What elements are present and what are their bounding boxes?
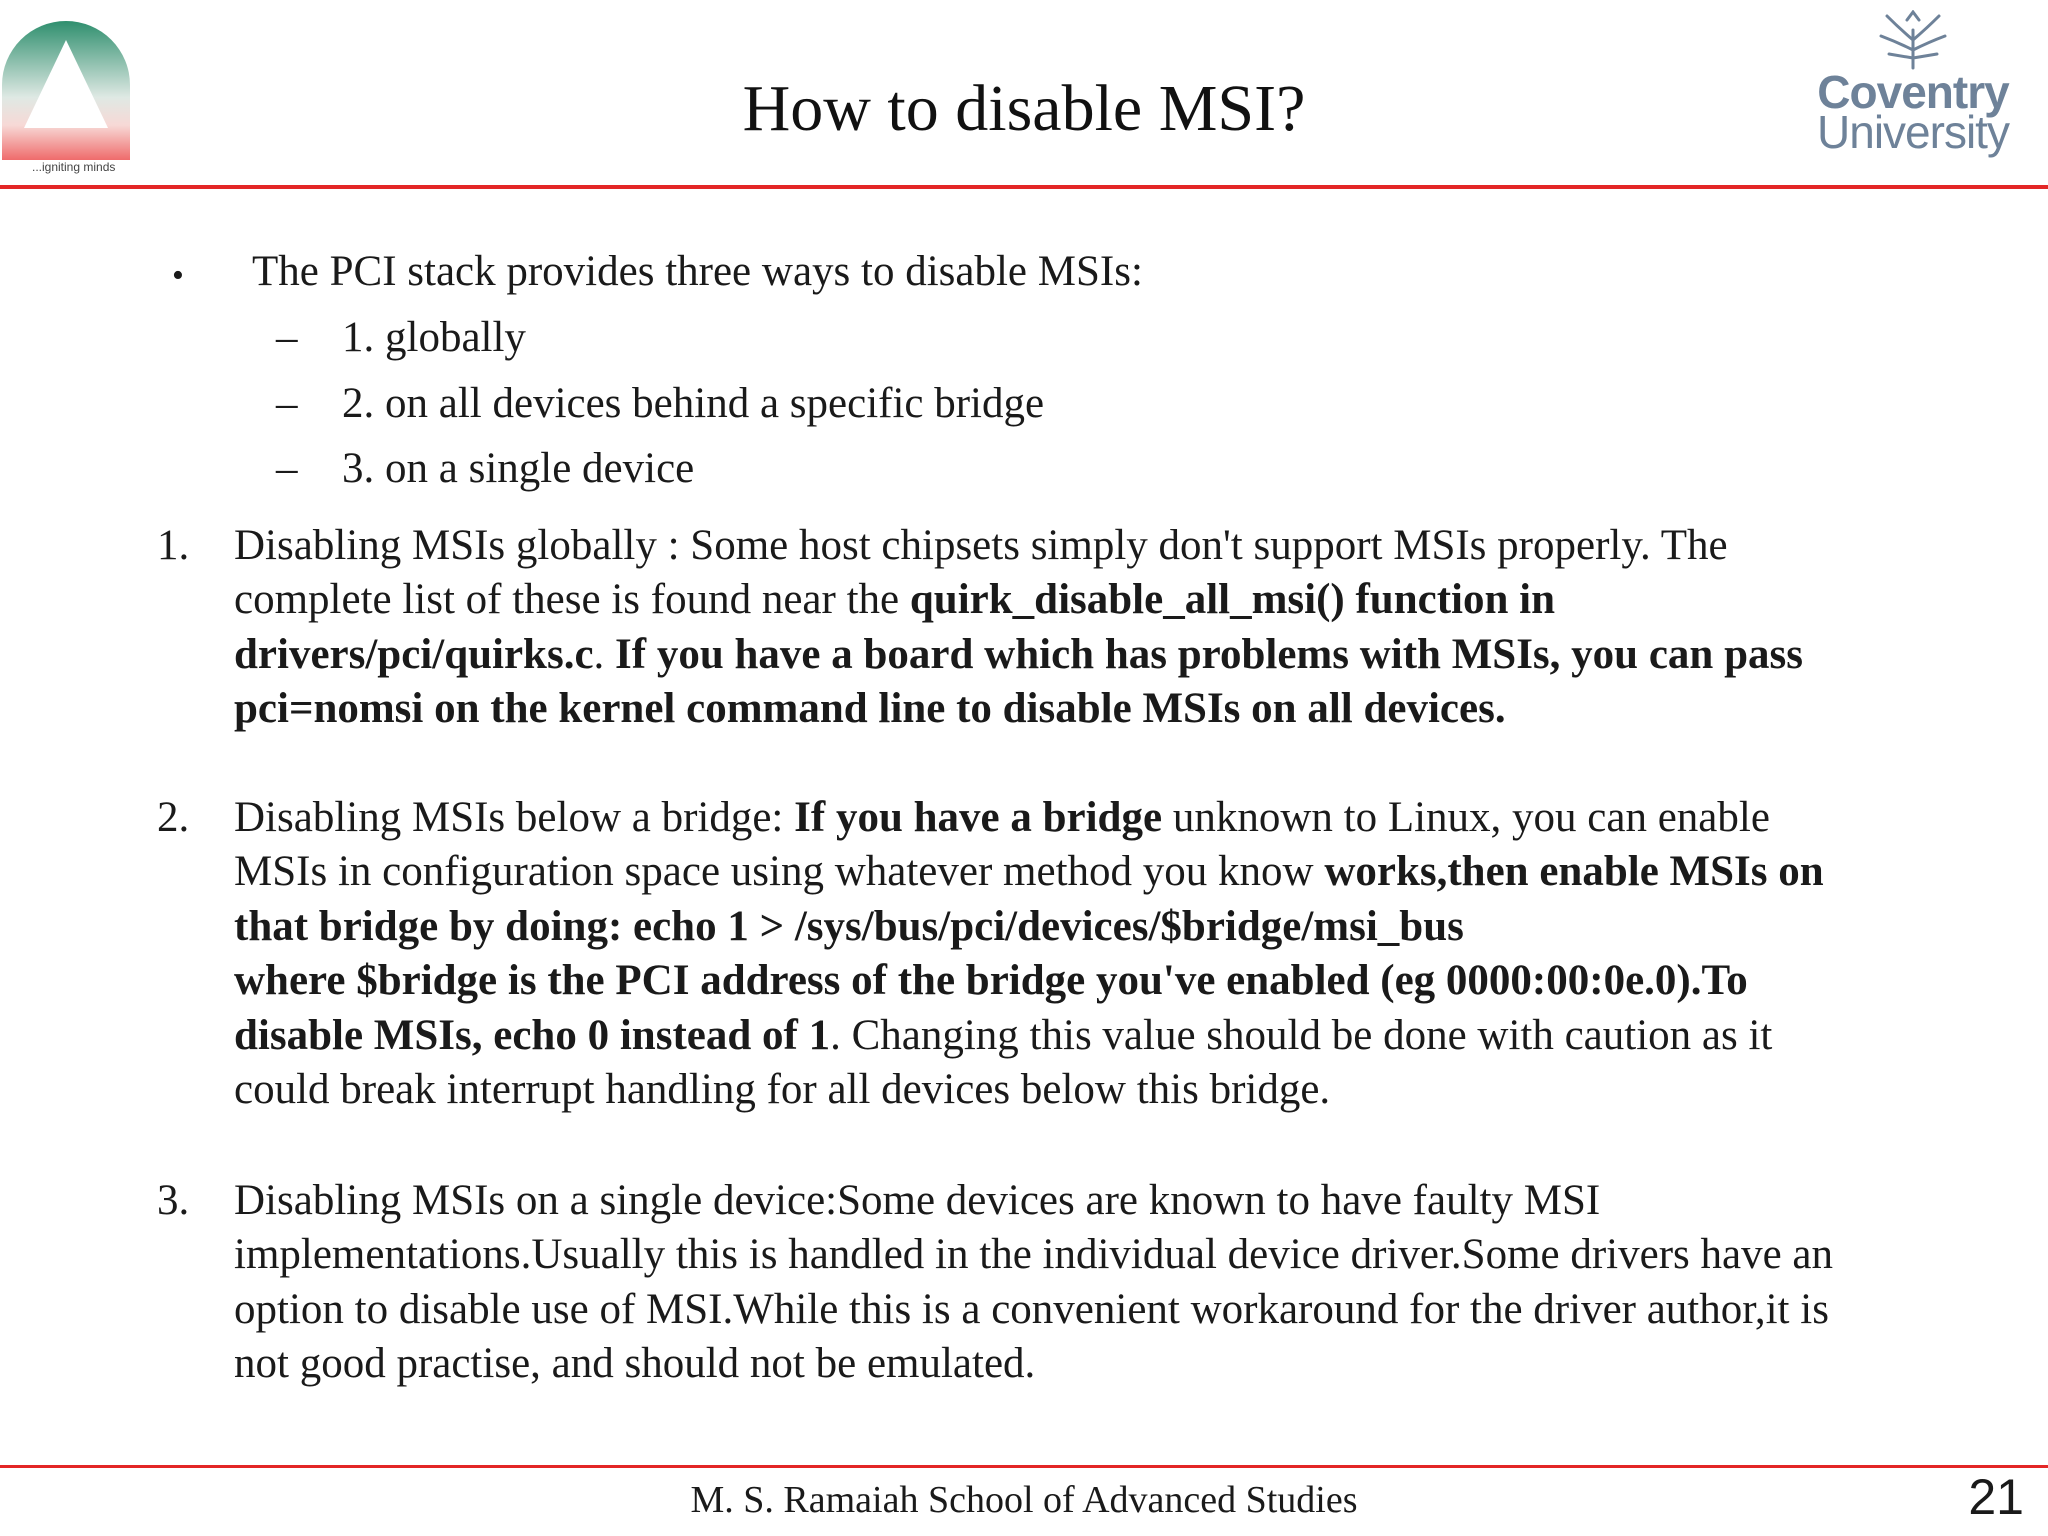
text-line xyxy=(234,628,1954,683)
text-run: Disabling MSIs on a single device:Some devices are known to have faulty MSI xyxy=(234,1176,1601,1224)
text-run: not good practise, and should not be emulated. xyxy=(234,1340,1036,1387)
text-run: implementations.Usually this is handled in the individual device driver.Some drivers have an xyxy=(234,1231,1834,1278)
numbered-item-body xyxy=(234,519,1954,737)
logo-tagline: ...igniting minds xyxy=(32,160,116,174)
logo-name-line1: Coventry xyxy=(1817,66,2009,118)
numbered-item-global xyxy=(0,519,2048,737)
bold-text-run: where $bridge is the PCI address of the bridge you've enabled (eg 0000:00:0e.0).To xyxy=(234,957,1748,1004)
header-divider xyxy=(0,185,2048,189)
numbered-item-label: 3. xyxy=(157,1176,190,1224)
bullet-text: The PCI stack provides three ways to disable MSIs: xyxy=(252,248,1143,295)
footer-institution: M. S. Ramaiah School of Advanced Studies xyxy=(690,1479,1358,1521)
text-line xyxy=(234,1283,1954,1338)
bold-text-run: pci=nomsi on the kernel command line to disable MSIs on all devices. xyxy=(234,685,1506,732)
text-run: Disabling MSIs below a bridge: xyxy=(234,793,795,841)
numbered-item-body xyxy=(234,791,1954,1118)
text-line xyxy=(234,954,1954,1009)
slide-title: How to disable MSI? xyxy=(742,72,1306,145)
sub-item-dash: – xyxy=(276,379,298,427)
bullet-dot: • xyxy=(172,257,184,294)
bold-text-run: If you have a bridge xyxy=(794,793,1163,841)
sub-item-dash: – xyxy=(276,445,298,492)
sub-item xyxy=(0,311,2048,377)
text-run: . Changing this value should be done with caution as it xyxy=(830,1011,1773,1059)
text-line xyxy=(234,682,1954,737)
text-run: Disabling MSIs globally : Some host chipsets simply don't support MSIs properly. The xyxy=(234,521,1728,569)
coventry-logo xyxy=(1808,10,2018,160)
bold-text-run: quirk_disable_all_msi() function in xyxy=(909,576,1556,623)
text-run: unknown to Linux, you can enable xyxy=(1162,793,1770,841)
text-line xyxy=(234,1063,1954,1118)
bold-text-run: If you have a board which has problems with MSIs, you can pass xyxy=(615,630,1803,678)
bold-text-run: disable MSIs, echo 0 instead of 1 xyxy=(234,1011,831,1059)
sub-item-text: 1. globally xyxy=(342,314,526,361)
text-line xyxy=(234,900,1954,955)
bold-text-run: that bridge by doing: echo 1 > /sys/bus/pci/devices/$bridge/msi_bus xyxy=(234,902,1464,950)
bold-text-run: drivers/pci/quirks.c xyxy=(234,630,594,678)
text-run: complete list of these is found near the xyxy=(234,576,910,623)
sub-item-dash: – xyxy=(276,314,298,361)
sub-item-text: 2. on all devices behind a specific bridge xyxy=(342,379,1045,427)
text-run: option to disable use of MSI.While this is a convenient workaround for the driver author,it is xyxy=(234,1285,1829,1333)
slide-content xyxy=(0,245,2048,1392)
page-number: 21 xyxy=(1968,1469,2024,1525)
sub-item-text: 3. on a single device xyxy=(342,445,695,492)
sub-item xyxy=(0,377,2048,443)
sub-item xyxy=(0,442,2048,508)
coventry-crest-icon xyxy=(1873,10,1953,72)
text-run: MSIs in configuration space using whatever method you know xyxy=(234,848,1325,895)
text-line xyxy=(234,1228,1954,1283)
logo-name-line2: University xyxy=(1817,106,2009,158)
text-run: . xyxy=(593,630,616,678)
bullet-item xyxy=(0,245,2048,311)
text-line xyxy=(234,519,1954,574)
bold-text-run: works,then enable MSIs on xyxy=(1324,848,1824,895)
numbered-item-body xyxy=(234,1174,1954,1392)
numbered-item-label: 2. xyxy=(157,793,190,841)
numbered-item-single-device xyxy=(0,1174,2048,1392)
numbered-item-bridge xyxy=(0,791,2048,1118)
text-line xyxy=(234,845,1954,900)
text-line xyxy=(234,791,1954,846)
text-run: could break interrupt handling for all devices below this bridge. xyxy=(234,1066,1331,1113)
text-line xyxy=(234,1337,1954,1392)
text-line xyxy=(234,1174,1954,1229)
numbered-item-label: 1. xyxy=(157,521,190,569)
text-line xyxy=(234,573,1954,628)
text-line xyxy=(234,1009,1954,1064)
footer-divider xyxy=(0,1465,2048,1468)
